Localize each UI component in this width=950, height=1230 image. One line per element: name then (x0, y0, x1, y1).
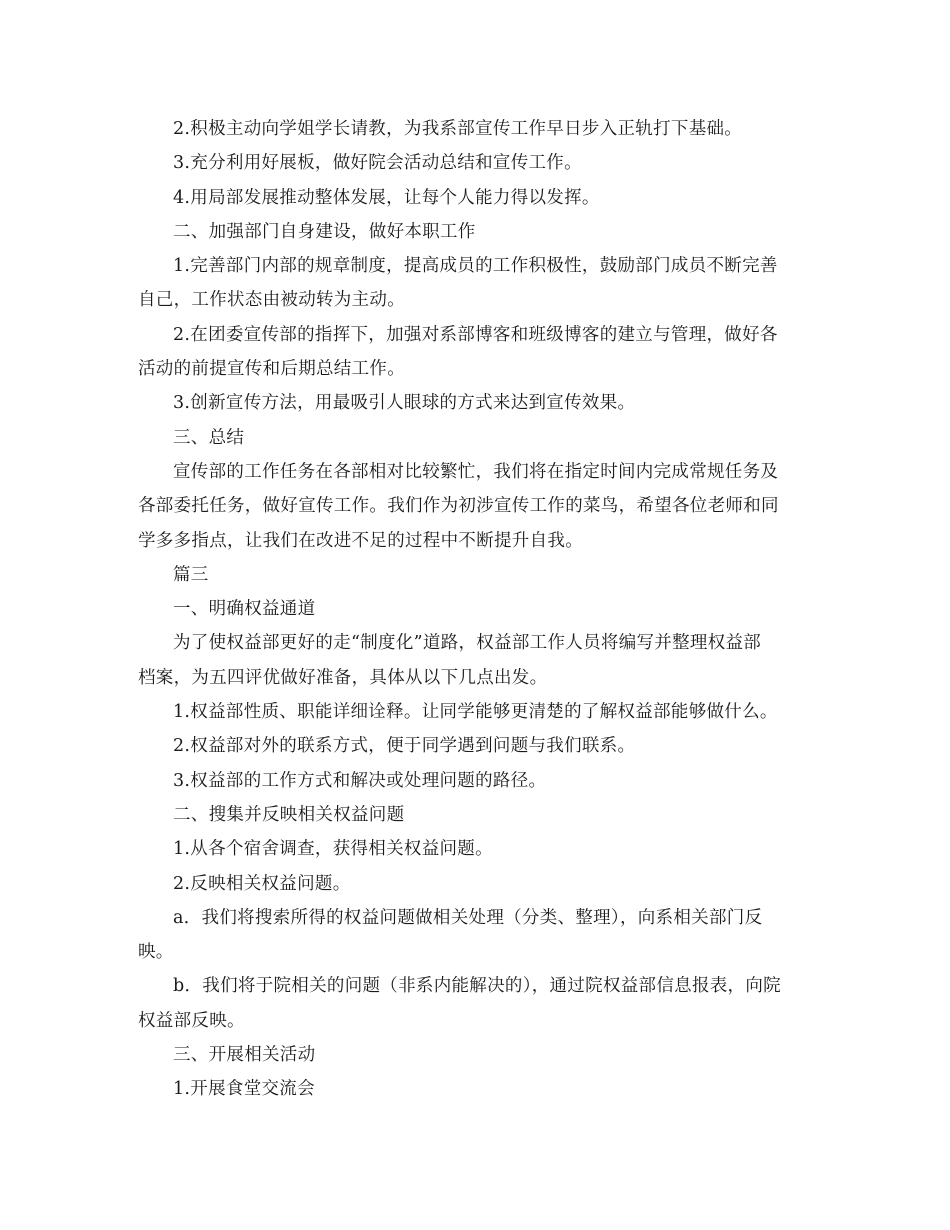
text-line: 1.完善部门内部的规章制度，提高成员的工作积极性，鼓励部门成员不断完善 (173, 256, 778, 277)
text-line: 2.在团委宣传部的指挥下，加强对系部博客和班级博客的建立与管理，做好各 (173, 324, 778, 345)
text-line: 活动的前提宣传和后期总结工作。 (138, 359, 405, 380)
paragraph (138, 318, 813, 387)
paragraph (138, 112, 813, 146)
text-line: 一、明确权益通道 (173, 599, 316, 620)
text-line: 二、加强部门自身建设，做好本职工作 (173, 221, 476, 242)
text-line: 档案，为五四评优做好准备，具体从以下几点出发。 (138, 667, 548, 688)
paragraph (138, 969, 813, 1038)
text-line: 宣传部的工作任务在各部相对比较繁忙，我们将在指定时间内完成常规任务及 (173, 461, 779, 482)
text-line: 篇三 (173, 564, 209, 585)
text-line: 为了使权益部更好的走“制度化”道路，权益部工作人员将编写并整理权益部 (173, 633, 762, 654)
section-heading (138, 592, 813, 626)
text-line: 三、开展相关活动 (173, 1045, 316, 1066)
text-line: 二、搜集并反映相关权益问题 (173, 804, 405, 825)
section-heading (138, 1038, 813, 1072)
text-line: 3.充分利用好展板，做好院会活动总结和宣传工作。 (173, 153, 582, 174)
paragraph (138, 867, 813, 901)
chapter-heading (138, 558, 813, 592)
paragraph (138, 729, 813, 763)
paragraph (138, 626, 813, 695)
text-line: 各部委托任务，做好宣传工作。我们作为初涉宣传工作的菜鸟，希望各位老师和同 (138, 496, 779, 517)
text-line: 3.权益部的工作方式和解决或处理问题的路径。 (173, 770, 547, 791)
paragraph (138, 181, 813, 215)
section-heading (138, 421, 813, 455)
text-line: 三、总结 (173, 427, 245, 448)
paragraph (138, 901, 813, 970)
text-line: 1.开展食堂交流会 (173, 1079, 315, 1100)
text-line: 1.从各个宿舍调查，获得相关权益问题。 (173, 839, 493, 860)
paragraph (138, 695, 813, 729)
paragraph (138, 386, 813, 420)
text-line: 4.用局部发展推动整体发展，让每个人能力得以发挥。 (173, 187, 600, 208)
text-line: 2.积极主动向学姐学长请教，为我系部宣传工作早日步入正轨打下基础。 (173, 119, 743, 139)
text-line: 3.创新宣传方法，用最吸引人眼球的方式来达到宣传效果。 (173, 393, 636, 414)
paragraph (138, 249, 813, 318)
text-line: 1.权益部性质、职能详细诠释。让同学能够更清楚的了解权益部能够做什么。 (173, 702, 778, 723)
text-line: 学多多指点，让我们在改进不足的过程中不断提升自我。 (138, 530, 583, 551)
text-line: 2.权益部对外的联系方式，便于同学遇到问题与我们联系。 (173, 736, 636, 757)
text-line: 权益部反映。 (138, 1010, 245, 1031)
text-line: 映。 (138, 942, 174, 963)
section-heading (138, 798, 813, 832)
section-heading (138, 215, 813, 249)
paragraph (138, 1072, 813, 1106)
text-line: b．我们将于院相关的问题（非系内能解决的），通过院权益部信息报表，向院 (173, 976, 781, 997)
text-line: 自己，工作状态由被动转为主动。 (138, 290, 405, 311)
paragraph (138, 146, 813, 180)
paragraph (138, 764, 813, 798)
text-line: 2.反映相关权益问题。 (173, 873, 351, 894)
document-body (138, 112, 813, 1107)
text-line: a．我们将搜索所得的权益问题做相关处理（分类、整理），向系相关部门反 (173, 907, 763, 928)
paragraph (138, 455, 813, 558)
paragraph (138, 832, 813, 866)
